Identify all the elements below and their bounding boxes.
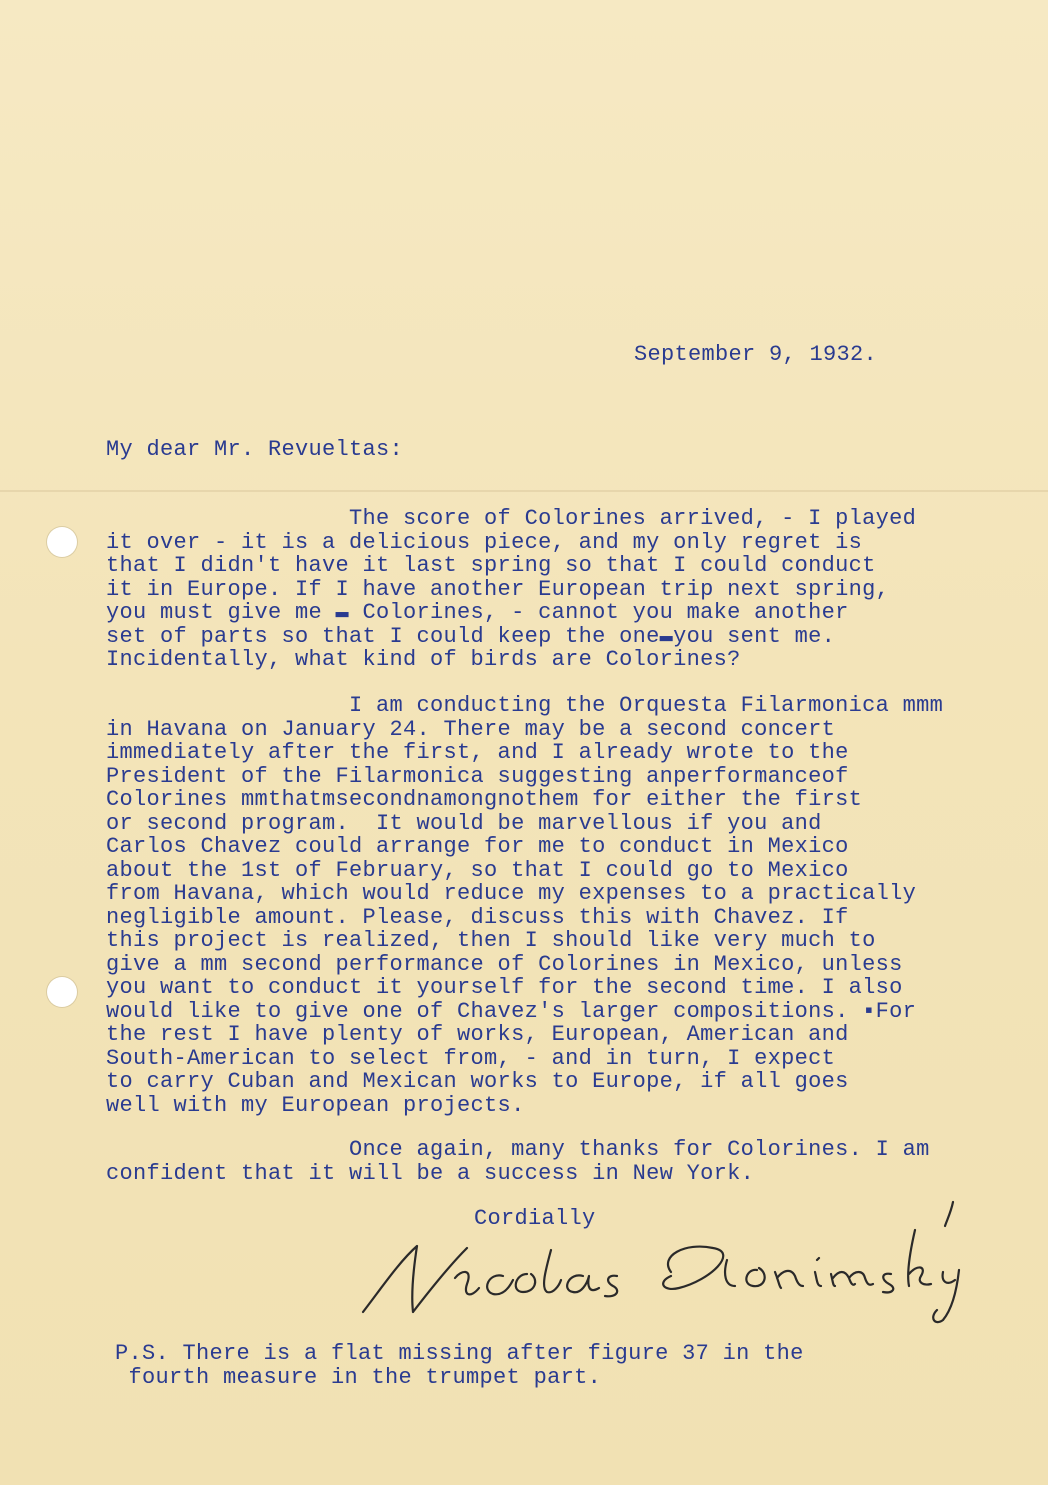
letter-closing: Cordially — [474, 1206, 596, 1231]
paper-fold-line — [0, 490, 1048, 492]
handwritten-signature — [355, 1190, 975, 1330]
letter-paragraph-3: Once again, many thanks for Colorines. I am confident that it will be a success in New York. — [106, 1137, 930, 1186]
punch-hole-top — [47, 527, 77, 557]
letter-salutation: My dear Mr. Revueltas: — [106, 437, 404, 462]
letter-paragraph-1: The score of Colorines arrived, - I played it over - it is a delicious piece, and my only regret is that I didn't have it last spring so that I could conduct it in Europe. If I have another European trip next spring, you must give me ▬ Colorines, - cannot you make another set of parts so that I could keep the one▬you sent me. Incidentally, what kind of birds are Colorines? — [106, 506, 917, 672]
letter-paragraph-2: I am conducting the Orquesta Filarmonica mmm in Havana on January 24. There may be a second concert immediately after the first, and I already wrote to the President of the Filarmonica suggesting anperformanceof Colorines mmthatmsecondnamongnothem for either the first or second program. It would be marvellous if you and Carlos Chavez could arrange for me to conduct in Mexico about the 1st of February, so that I could go to Mexico from Havana, which would reduce my expenses to a practically negligible amount. Please, discuss this with Chavez. If this project is realized, then I should like very much to give a mm second performance of Colorines in Mexico, unless you want to conduct it yourself for the second time. I also would like to give one of Chavez's larger compositions. ▪For the rest I have plenty of works, European, American and South-American to select from, - and in turn, I expect to carry Cuban and Mexican works to Europe, if all goes well with my European projects. — [106, 693, 944, 1118]
letter-date: September 9, 1932. — [634, 342, 878, 367]
punch-hole-bottom — [47, 977, 77, 1007]
letter-postscript: P.S. There is a flat missing after figure 37 in the fourth measure in the trumpet part. — [115, 1341, 804, 1390]
